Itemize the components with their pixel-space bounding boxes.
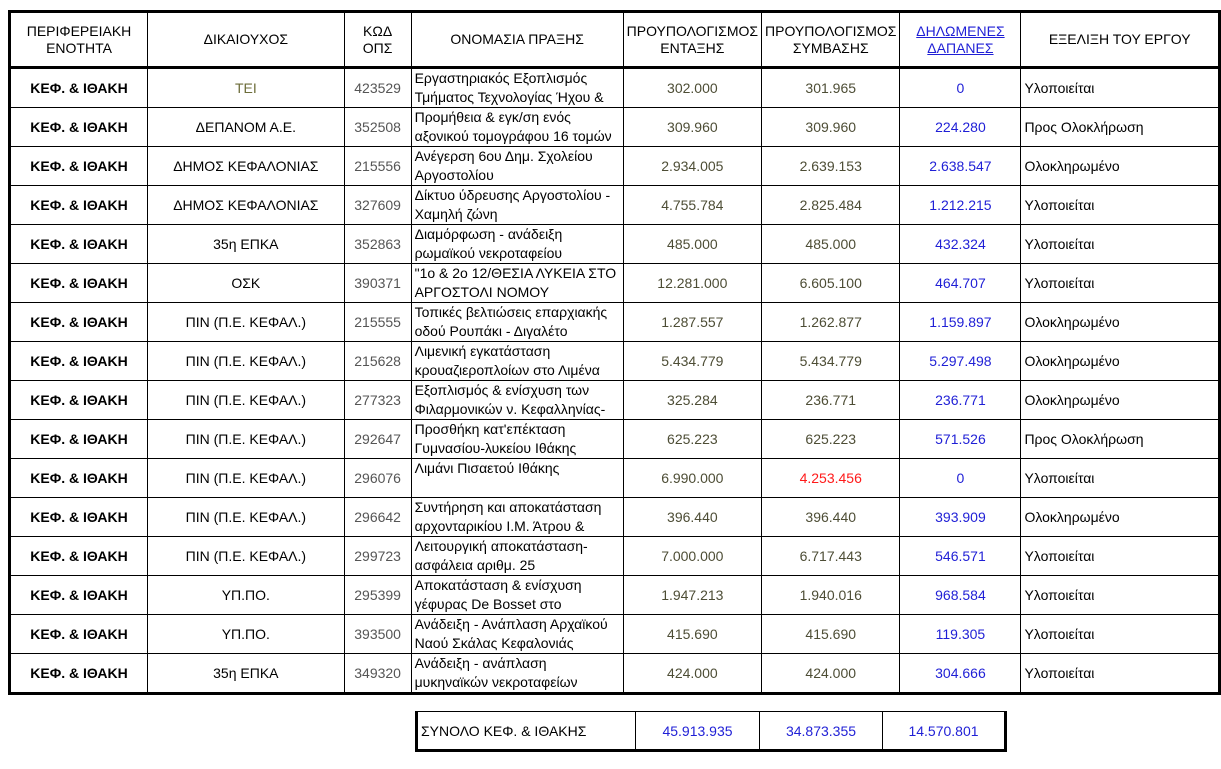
row-budget-inclusion: 1.287.557: [623, 303, 761, 342]
row-progress: Ολοκληρωμένο: [1021, 381, 1220, 420]
row-name: Ανάδειξη - Ανάπλαση Αρχαϊκού Ναού Σκάλας Κεφαλονιάς: [411, 615, 623, 654]
row-code: 423529: [344, 68, 411, 108]
row-budget-contract: 301.965: [762, 68, 900, 108]
row-declared: 236.771: [900, 381, 1021, 420]
header-row: [10, 12, 1220, 68]
row-name: Αποκατάσταση & ενίσχυση γέφυρας De Bosset στο: [411, 576, 623, 615]
row-budget-contract: 1.262.877: [762, 303, 900, 342]
table-row: [10, 576, 1220, 615]
row-code: 295399: [344, 576, 411, 615]
total-declared: 14.570.801: [883, 712, 1006, 751]
row-declared: 571.526: [900, 420, 1021, 459]
total-row: [415, 711, 1007, 752]
row-region: ΚΕΦ. & ΙΘΑΚΗ: [10, 459, 148, 498]
row-budget-contract: 1.940.016: [762, 576, 900, 615]
header-name: ΟΝΟΜΑΣΙΑ ΠΡΑΞΗΣ: [411, 12, 623, 68]
table-row: [10, 615, 1220, 654]
row-name: Λιμενική εγκατάσταση κρουαζιεροπλοίων στο Λιμένα: [411, 342, 623, 381]
row-progress: Υλοποιείται: [1021, 186, 1220, 225]
row-code: 327609: [344, 186, 411, 225]
row-progress: Υλοποιείται: [1021, 68, 1220, 108]
row-name: Προσθήκη κατ'επέκταση Γυμνασίου-λυκείου Ιθάκης: [411, 420, 623, 459]
row-name: Ανέγερση 6ου Δημ. Σχολείου Αργοστολίου: [411, 147, 623, 186]
table-row: [10, 342, 1220, 381]
row-name: Προμήθεια & εγκ/ση ενός αξονικού τομογράφου 16 τομών: [411, 108, 623, 147]
header-code: ΚΩΔ ΟΠΣ: [344, 12, 411, 68]
row-beneficiary: ΠΙΝ (Π.Ε. ΚΕΦΑΛ.): [148, 420, 345, 459]
row-declared: 119.305: [900, 615, 1021, 654]
row-progress: Υλοποιείται: [1021, 576, 1220, 615]
row-budget-inclusion: 485.000: [623, 225, 761, 264]
row-budget-inclusion: 309.960: [623, 108, 761, 147]
table-row: [10, 654, 1220, 694]
table-row: [10, 264, 1220, 303]
row-beneficiary: ΠΙΝ (Π.Ε. ΚΕΦΑΛ.): [148, 303, 345, 342]
row-name: Λειτουργική αποκατάσταση-ασφάλεια αριθμ. 25: [411, 537, 623, 576]
row-budget-inclusion: 12.281.000: [623, 264, 761, 303]
row-progress: Υλοποιείται: [1021, 537, 1220, 576]
row-code: 277323: [344, 381, 411, 420]
header-progress: ΕΞΕΛΙΞΗ ΤΟΥ ΕΡΓΟΥ: [1021, 12, 1220, 68]
header-budget-contract: ΠΡΟΥΠΟΛΟΓΙΣΜΟΣ ΣΥΜΒΑΣΗΣ: [762, 12, 900, 68]
row-progress: Ολοκληρωμένο: [1021, 147, 1220, 186]
row-region: ΚΕΦ. & ΙΘΑΚΗ: [10, 498, 148, 537]
header-budget-inclusion: ΠΡΟΥΠΟΛΟΓΙΣΜΟΣ ΕΝΤΑΞΗΣ: [623, 12, 761, 68]
row-beneficiary: ΔΗΜΟΣ ΚΕΦΑΛΟΝΙΑΣ: [148, 147, 345, 186]
table-row: [10, 459, 1220, 498]
row-code: 352863: [344, 225, 411, 264]
row-budget-inclusion: 7.000.000: [623, 537, 761, 576]
row-code: 215628: [344, 342, 411, 381]
table-row: [10, 68, 1220, 108]
row-budget-contract: 424.000: [762, 654, 900, 694]
row-code: 292647: [344, 420, 411, 459]
row-name: "1ο & 2ο 12/ΘΕΣΙΑ ΛΥΚΕΙΑ ΣΤΟ ΑΡΓΟΣΤΟΛΙ ΝΟΜΟΥ: [411, 264, 623, 303]
row-budget-inclusion: 625.223: [623, 420, 761, 459]
row-beneficiary: ΟΣΚ: [148, 264, 345, 303]
row-progress: Ολοκληρωμένο: [1021, 303, 1220, 342]
table-row: [10, 537, 1220, 576]
row-budget-inclusion: 1.947.213: [623, 576, 761, 615]
row-declared: 546.571: [900, 537, 1021, 576]
header-declared: ΔΗΛΩΜΕΝΕΣ ΔΑΠΑΝΕΣ: [900, 12, 1021, 68]
row-progress: Υλοποιείται: [1021, 459, 1220, 498]
table-row: [10, 147, 1220, 186]
row-region: ΚΕΦ. & ΙΘΑΚΗ: [10, 303, 148, 342]
row-declared: 464.707: [900, 264, 1021, 303]
total-label: ΣΥΝΟΛΟ ΚΕΦ. & ΙΘΑΚΗΣ: [417, 712, 636, 751]
row-budget-contract: 4.253.456: [762, 459, 900, 498]
row-progress: Προς Ολοκλήρωση: [1021, 108, 1220, 147]
row-name: Εξοπλισμός & ενίσχυση των Φιλαρμονικών ν. Κεφαλληνίας-: [411, 381, 623, 420]
row-declared: 0: [900, 68, 1021, 108]
header-region: ΠΕΡΙΦΕΡΕΙΑΚΗ ΕΝΟΤΗΤΑ: [10, 12, 148, 68]
row-name: Διαμόρφωση - ανάδειξη ρωμαϊκού νεκροταφείου: [411, 225, 623, 264]
row-region: ΚΕΦ. & ΙΘΑΚΗ: [10, 68, 148, 108]
row-budget-inclusion: 396.440: [623, 498, 761, 537]
row-name: Συντήρηση και αποκατάσταση αρχονταρικίου Ι.Μ. Άτρου &: [411, 498, 623, 537]
row-budget-inclusion: 302.000: [623, 68, 761, 108]
row-code: 352508: [344, 108, 411, 147]
row-declared: 224.280: [900, 108, 1021, 147]
row-budget-contract: 2.825.484: [762, 186, 900, 225]
row-beneficiary: ΠΙΝ (Π.Ε. ΚΕΦΑΛ.): [148, 498, 345, 537]
row-declared: 0: [900, 459, 1021, 498]
spreadsheet: [8, 10, 1221, 695]
total-budget-contract: 34.873.355: [760, 712, 883, 751]
row-progress: Προς Ολοκλήρωση: [1021, 420, 1220, 459]
row-budget-contract: 396.440: [762, 498, 900, 537]
table-row: [10, 186, 1220, 225]
row-beneficiary: ΥΠ.ΠΟ.: [148, 615, 345, 654]
row-declared: 968.584: [900, 576, 1021, 615]
row-budget-contract: 309.960: [762, 108, 900, 147]
row-region: ΚΕΦ. & ΙΘΑΚΗ: [10, 420, 148, 459]
row-budget-inclusion: 415.690: [623, 615, 761, 654]
row-budget-inclusion: 4.755.784: [623, 186, 761, 225]
row-region: ΚΕΦ. & ΙΘΑΚΗ: [10, 264, 148, 303]
row-declared: 2.638.547: [900, 147, 1021, 186]
table-row: [10, 381, 1220, 420]
row-budget-inclusion: 6.990.000: [623, 459, 761, 498]
row-budget-inclusion: 2.934.005: [623, 147, 761, 186]
row-beneficiary: ΠΙΝ (Π.Ε. ΚΕΦΑΛ.): [148, 342, 345, 381]
row-progress: Ολοκληρωμένο: [1021, 342, 1220, 381]
row-beneficiary: ΔΕΠΑΝΟΜ Α.Ε.: [148, 108, 345, 147]
row-code: 349320: [344, 654, 411, 694]
row-name: Λιμάνι Πισαετού Ιθάκης: [411, 459, 623, 498]
table-row: [10, 498, 1220, 537]
row-declared: 304.666: [900, 654, 1021, 694]
row-code: 215555: [344, 303, 411, 342]
row-region: ΚΕΦ. & ΙΘΑΚΗ: [10, 342, 148, 381]
row-progress: Ολοκληρωμένο: [1021, 498, 1220, 537]
row-budget-contract: 6.717.443: [762, 537, 900, 576]
row-name: Δίκτυο ύδρευσης Αργοστολίου - Χαμηλή ζώνη: [411, 186, 623, 225]
row-budget-contract: 485.000: [762, 225, 900, 264]
row-budget-inclusion: 325.284: [623, 381, 761, 420]
row-budget-contract: 415.690: [762, 615, 900, 654]
row-beneficiary: ΥΠ.ΠΟ.: [148, 576, 345, 615]
row-code: 393500: [344, 615, 411, 654]
row-beneficiary: ΠΙΝ (Π.Ε. ΚΕΦΑΛ.): [148, 459, 345, 498]
row-region: ΚΕΦ. & ΙΘΑΚΗ: [10, 537, 148, 576]
row-declared: 393.909: [900, 498, 1021, 537]
total-budget-inclusion: 45.913.935: [636, 712, 760, 751]
row-beneficiary: ΔΗΜΟΣ ΚΕΦΑΛΟΝΙΑΣ: [148, 186, 345, 225]
row-budget-contract: 2.639.153: [762, 147, 900, 186]
row-budget-contract: 625.223: [762, 420, 900, 459]
table-row: [10, 225, 1220, 264]
row-region: ΚΕΦ. & ΙΘΑΚΗ: [10, 186, 148, 225]
row-code: 215556: [344, 147, 411, 186]
row-name: Ανάδειξη - ανάπλαση μυκηναϊκών νεκροταφείων: [411, 654, 623, 694]
row-region: ΚΕΦ. & ΙΘΑΚΗ: [10, 108, 148, 147]
row-beneficiary: ΤΕΙ: [148, 68, 345, 108]
row-declared: 432.324: [900, 225, 1021, 264]
row-progress: Υλοποιείται: [1021, 264, 1220, 303]
row-budget-contract: 6.605.100: [762, 264, 900, 303]
row-progress: Υλοποιείται: [1021, 225, 1220, 264]
row-region: ΚΕΦ. & ΙΘΑΚΗ: [10, 225, 148, 264]
row-region: ΚΕΦ. & ΙΘΑΚΗ: [10, 654, 148, 694]
row-declared: 5.297.498: [900, 342, 1021, 381]
row-code: 390371: [344, 264, 411, 303]
row-budget-inclusion: 5.434.779: [623, 342, 761, 381]
table-row: [10, 108, 1220, 147]
row-beneficiary: ΠΙΝ (Π.Ε. ΚΕΦΑΛ.): [148, 381, 345, 420]
row-beneficiary: ΠΙΝ (Π.Ε. ΚΕΦΑΛ.): [148, 537, 345, 576]
table-row: [10, 303, 1220, 342]
row-budget-contract: 236.771: [762, 381, 900, 420]
row-budget-contract: 5.434.779: [762, 342, 900, 381]
row-region: ΚΕΦ. & ΙΘΑΚΗ: [10, 615, 148, 654]
projects-table: [8, 10, 1221, 695]
row-beneficiary: 35η ΕΠΚΑ: [148, 225, 345, 264]
row-region: ΚΕΦ. & ΙΘΑΚΗ: [10, 576, 148, 615]
row-code: 296076: [344, 459, 411, 498]
header-beneficiary: ΔΙΚΑΙΟΥΧΟΣ: [148, 12, 345, 68]
row-progress: Υλοποιείται: [1021, 654, 1220, 694]
row-name: Τοπικές βελτιώσεις επαρχιακής οδού Ρουπάκι - Διγαλέτο: [411, 303, 623, 342]
row-declared: 1.159.897: [900, 303, 1021, 342]
row-region: ΚΕΦ. & ΙΘΑΚΗ: [10, 147, 148, 186]
row-code: 296642: [344, 498, 411, 537]
row-budget-inclusion: 424.000: [623, 654, 761, 694]
row-region: ΚΕΦ. & ΙΘΑΚΗ: [10, 381, 148, 420]
table-row: [10, 420, 1220, 459]
row-code: 299723: [344, 537, 411, 576]
row-beneficiary: 35η ΕΠΚΑ: [148, 654, 345, 694]
row-declared: 1.212.215: [900, 186, 1021, 225]
row-name: Εργαστηριακός Εξοπλισμός Τμήματος Τεχνολογίας Ήχου &: [411, 68, 623, 108]
row-progress: Υλοποιείται: [1021, 615, 1220, 654]
